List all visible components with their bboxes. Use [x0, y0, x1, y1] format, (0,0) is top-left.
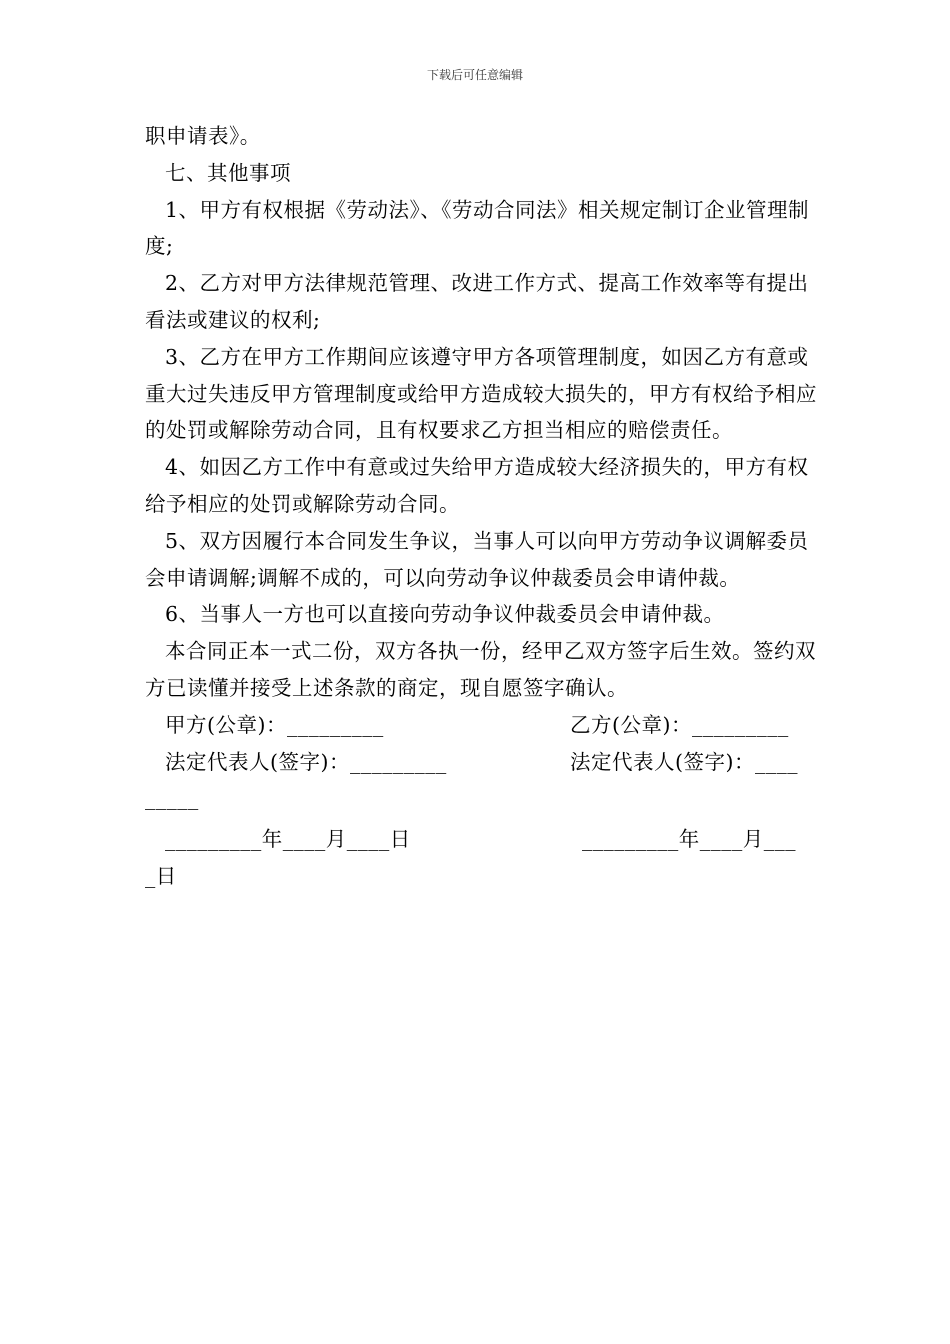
seal-row — [145, 707, 817, 744]
clause-2: 2、乙方对甲方法律规范管理、改进工作方式、提高工作效率等有提出看法或建议的权利; — [145, 271, 809, 332]
paragraph-continuation: 职申请表》。 — [145, 124, 261, 148]
party-a-date-field: _________年____月____日 — [165, 827, 411, 852]
party-b-date-continuation: _日 — [145, 863, 177, 888]
party-b-seal-field: 乙方(公章)：_________ — [570, 712, 789, 737]
contract-body — [145, 118, 817, 895]
clause-6: 6、当事人一方也可以直接向劳动争议仲裁委员会申请仲裁。 — [165, 602, 725, 627]
clause-1: 1、甲方有权根据《劳动法》、《劳动合同法》相关规定制订企业管理制度; — [145, 197, 810, 259]
party-a-representative-field: 法定代表人(签字)：_________ — [165, 749, 447, 774]
representative-row — [145, 744, 817, 781]
party-a-seal-field: 甲方(公章)：_________ — [165, 712, 384, 737]
clause-4: 4、如因乙方工作中有意或过失给甲方造成较大经济损失的，甲方有权给予相应的处罚或解除劳动合同。 — [145, 455, 809, 516]
date-row — [145, 821, 817, 858]
clause-3: 3、乙方在甲方工作期间应该遵守甲方各项管理制度，如因乙方有意或重大过失违反甲方管理制度或给甲方造成较大损失的，甲方有权给予相应的处罚或解除劳动合同，且有权要求乙方担当相应的赔偿责任。 — [145, 344, 817, 443]
clause-5: 5、双方因履行本合同发生争议，当事人可以向甲方劳动争议调解委员会申请调解;调解不成的，可以向劳动争议仲裁委员会申请仲裁。 — [145, 528, 809, 590]
party-b-representative-continuation: _____ — [145, 786, 199, 811]
section-heading-other-matters: 七、其他事项 — [165, 160, 291, 185]
party-b-representative-field: 法定代表人(签字)：____ — [570, 749, 798, 774]
party-b-date-field: _________年____月___ — [582, 827, 796, 852]
closing-statement: 本合同正本一式二份，双方各执一份，经甲乙双方签字后生效。签约双方已读懂并接受上述条款的商定，现自愿签字确认。 — [145, 639, 816, 700]
page-header: 下载后可任意编辑 — [426, 68, 523, 82]
